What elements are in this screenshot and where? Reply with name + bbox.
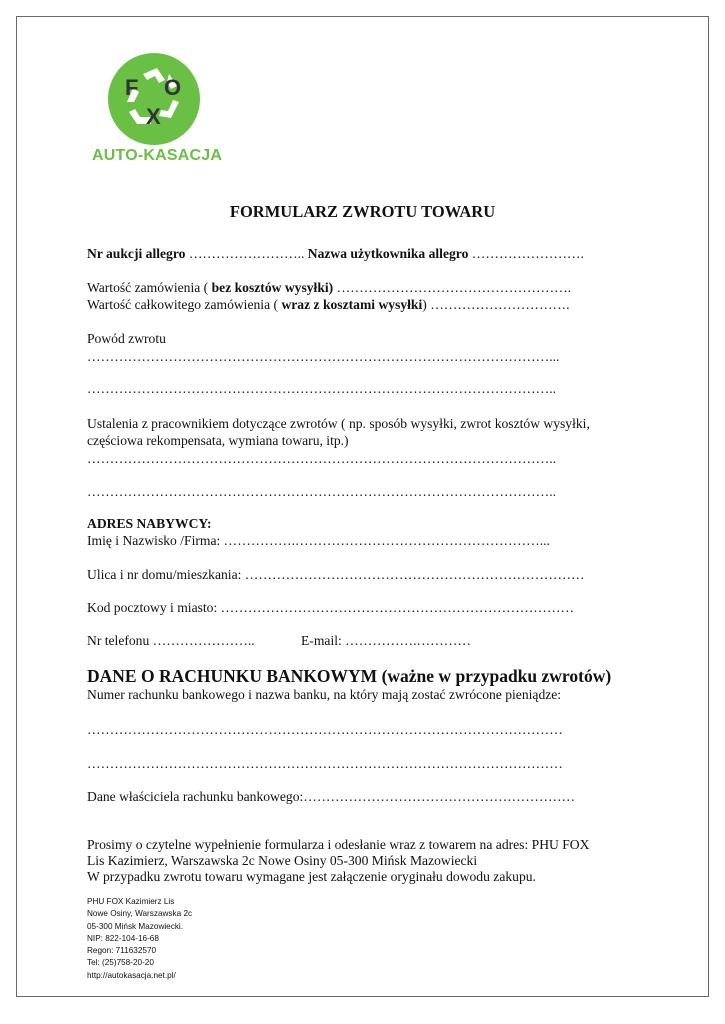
address-heading: ADRES NABYWCY: xyxy=(87,516,212,531)
notice-line-2: Lis Kazimierz, Warszawska 2c Nowe Osiny 05-300 Mińsk Mazowiecki xyxy=(87,853,478,868)
arrangements-field-line-2[interactable]: ………………………………………………………………………………………….. xyxy=(87,484,556,499)
footer-company: PHU FOX Kazimierz Lis xyxy=(87,897,175,906)
name-field[interactable]: Imię i Nazwisko /Firma: …………….………………………………………………... xyxy=(87,533,550,548)
recycle-icon xyxy=(107,52,201,146)
email-field[interactable]: E-mail: …………….………… xyxy=(301,633,471,648)
footer-phone: Tel: (25)758-20-20 xyxy=(87,958,154,968)
footer-regon: Regon: 711632570 xyxy=(87,946,157,956)
arrangements-text-1: Ustalenia z pracownikiem dotyczące zwrotów ( np. sposób wysyłki, zwrot kosztów wysyłki, xyxy=(87,416,590,431)
total-value-row xyxy=(87,296,570,313)
postal-city-field[interactable]: Kod pocztowy i miasto: …………………………………………………………………… xyxy=(87,600,575,615)
page-title: FORMULARZ ZWROTU TOWARU xyxy=(229,202,496,221)
arrangements-text-2: częściowa rekompensata, wymiana towaru, itp.) xyxy=(87,433,349,448)
bank-account-field-line-2[interactable]: …………………………………………………………………………………………… xyxy=(87,756,563,771)
brand-name: AUTO-KASACJA xyxy=(92,147,223,164)
order-value-field[interactable]: ……………………………………………. xyxy=(333,280,572,295)
order-value-bold: bez kosztów wysyłki) xyxy=(211,280,334,295)
reason-label: Powód zwrotu xyxy=(87,331,166,346)
bank-account-field-line-1[interactable]: …………………………………………………………………………………………… xyxy=(87,722,563,737)
logo-letter-x: X xyxy=(146,104,161,129)
order-value-row xyxy=(87,279,571,296)
bank-subtitle: Numer rachunku bankowego i nazwa banku, na który mają zostać zwrócone pieniądze: xyxy=(87,687,562,702)
username-label: Nazwa użytkownika allegro xyxy=(307,246,469,261)
arrangements-field-line-1[interactable]: ………………………………………………………………………………………….. xyxy=(87,451,556,466)
total-value-label: Wartość całkowitego zamówienia ( xyxy=(87,297,282,312)
auction-number-label: Nr aukcji allegro xyxy=(87,246,186,261)
username-field[interactable]: ……………………. xyxy=(468,246,584,261)
reason-field-line-2[interactable]: ………………………………………………………………………………………….. xyxy=(87,381,556,396)
footer-website-link[interactable]: http://autokasacja.net.pl/ xyxy=(87,970,176,980)
total-value-bold: wraz z kosztami wysyłki xyxy=(281,297,423,312)
notice-line-1: Prosimy o czytelne wypełnienie formularza i odesłanie wraz z towarem na adres: PHU FOX xyxy=(87,837,590,852)
total-value-field[interactable]: ) …………………………. xyxy=(422,297,570,312)
company-footer xyxy=(87,896,192,982)
auction-number-field[interactable]: …………………….. xyxy=(185,246,308,261)
order-value-label: Wartość zamówienia ( xyxy=(87,280,212,295)
bank-heading: DANE O RACHUNKU BANKOWYM (ważne w przypadku zwrotów) xyxy=(87,666,612,686)
footer-nip: NIP: 822-104-16-68 xyxy=(87,933,159,943)
notice-line-3: W przypadku zwrotu towaru wymagane jest załączenie oryginału dowodu zakupu. xyxy=(87,869,536,884)
logo-letter-o: O xyxy=(164,75,182,100)
account-owner-field[interactable]: Dane właściciela rachunku bankowego:…………………………………………………… xyxy=(87,789,576,804)
reason-field-line-1[interactable]: …………………………………………………………………………………………... xyxy=(87,349,560,364)
logo-letter-f: F xyxy=(125,75,139,100)
footer-street: Nowe Osiny, Warszawska 2c xyxy=(87,909,193,919)
footer-city: 05-300 Mińsk Mazowiecki. xyxy=(87,921,184,931)
street-field[interactable]: Ulica i nr domu/mieszkania: ………………………………………………………………… xyxy=(87,567,585,582)
auction-row xyxy=(87,245,584,262)
phone-field[interactable]: Nr telefonu ………………….. xyxy=(87,633,255,648)
